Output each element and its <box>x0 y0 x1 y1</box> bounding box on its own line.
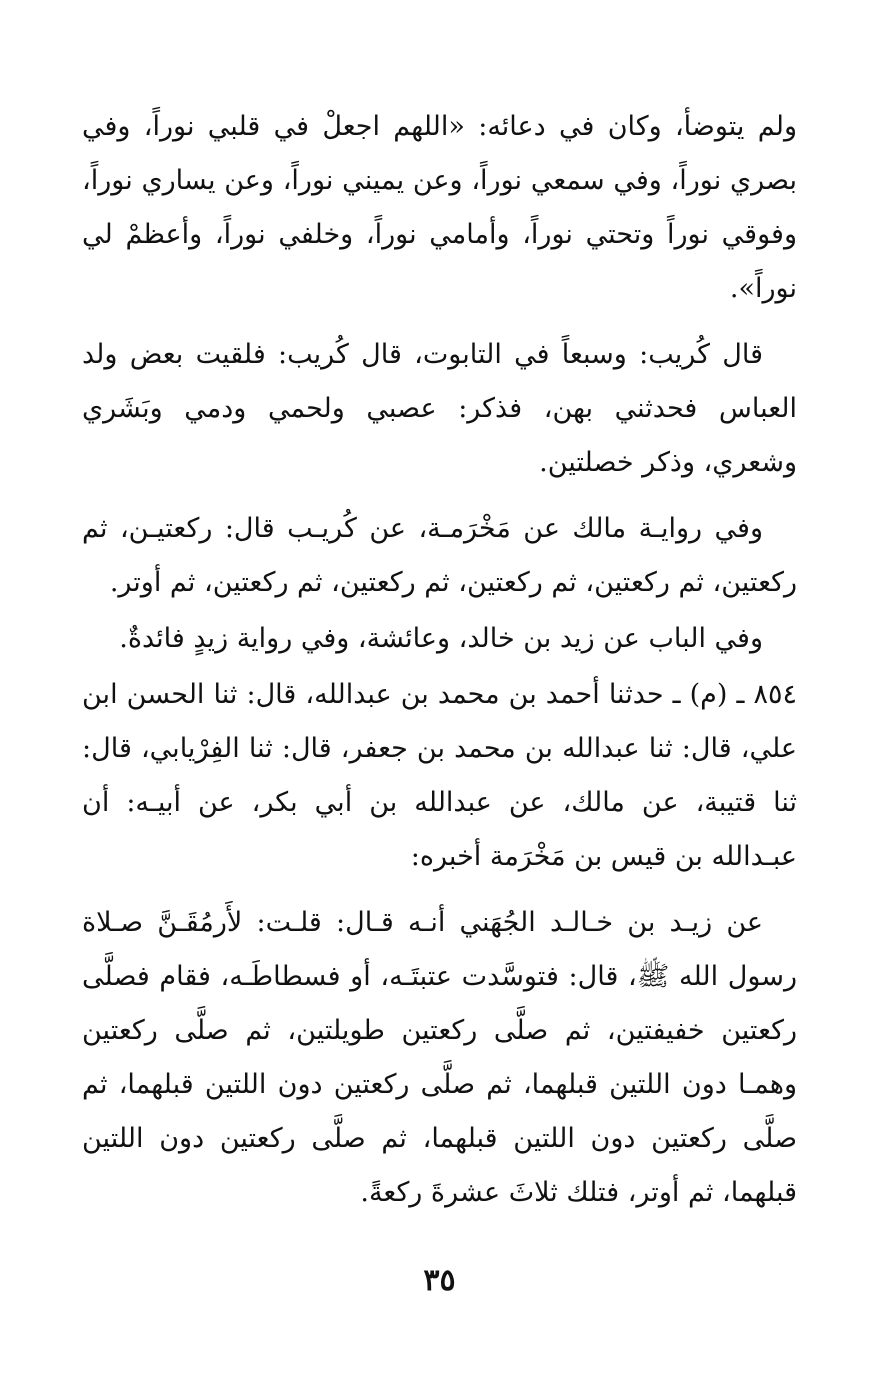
page-number: ٣٥ <box>423 1263 456 1298</box>
paragraph-hadith-854-matn: عن زيـد بن خـالـد الجُهَني أنـه قـال: قلـت: لأَرمُقَـنَّ صـلاة رسول الله ﷺ، قال: فتوسَّدت عتبتَـه، أو فسطاطَـه، فقام فصلَّى ركعتين خفيفتين، ثم صلَّى ركعتين طويلتين، ثم صلَّى ركعتين وهمـا دون اللتين قبلهما، ثم صلَّى ركعتين دون اللتين قبلهما، ثم صلَّى ركعتين دون اللتين قبلهما، ثم صلَّى ركعتين دون اللتين قبلهما، ثم أوتر، فتلك ثلاثَ عشرةَ ركعةً. <box>82 907 797 1208</box>
paragraph-hadith-854-isnad: ٨٥٤ ـ (م) ـ حدثنا أحمد بن محمد بن عبدالله، قال: ثنا الحسن ابن علي، قال: ثنا عبدالله بن محمد بن جعفر، قال: ثنا الفِرْيابي، قال: ثنا قتيبة، عن مالك، عن عبدالله بن أبي بكر، عن أبيـه: أن عبـدالله بن قيس بن مَخْرَمة أخبره: <box>82 679 797 872</box>
paragraph-chapter-note: وفي الباب عن زيد بن خالد، وعائشة، وفي رواية زيدٍ فائدةٌ. <box>119 623 763 654</box>
paragraph-malik-narration: وفي روايـة مالك عن مَخْرَمـة، عن كُريـب قال: ركعتيـن، ثم ركعتين، ثم ركعتين، ثم ركعتين، ثم ركعتين، ثم ركعتين، ثم أوتر. <box>82 513 797 598</box>
paragraph-dua-continuation: ولم يتوضأ، وكان في دعائه: «اللهم اجعلْ في قلبي نوراً، وفي بصري نوراً، وفي سمعي نوراً، وعن يميني نوراً، وعن يساري نوراً، وفوقي نوراً وتحتي نوراً، وأمامي نوراً، وخلفي نوراً، وأعظمْ لي نوراً». <box>82 111 797 304</box>
paragraph-kurayb-report: قال كُريب: وسبعاً في التابوت، قال كُريب: فلقيت بعض ولد العباس فحدثني بهن، فذكر: عصبي ولحمي ودمي وبَشَري وشعري، وذكر خصلتين. <box>82 339 797 478</box>
page-body-text <box>82 100 797 1220</box>
